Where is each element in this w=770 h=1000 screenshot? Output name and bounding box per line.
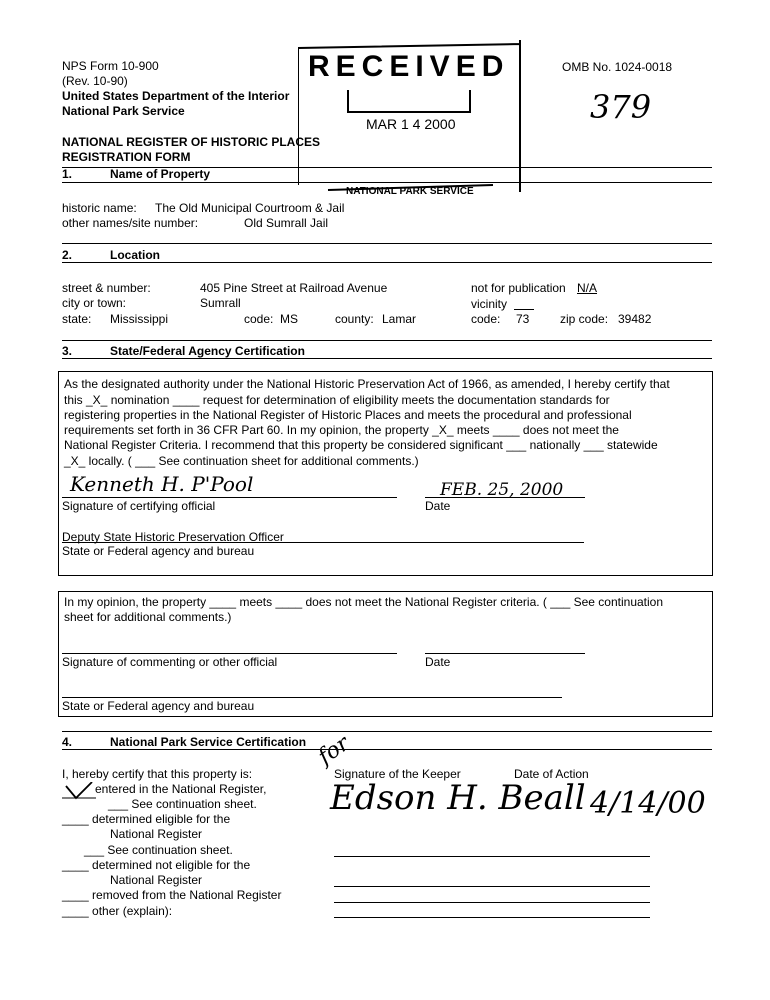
certifying-date-value: FEB. 25, 2000 (440, 480, 564, 500)
not-eligible-option-2: National Register (110, 873, 203, 887)
cert-line-4: requirements set forth in 36 CFR Part 60. In my opinion, the property _X_ meets ____ does not meet the (64, 423, 619, 437)
commenting-signature-label: Signature of commenting or other official (62, 655, 278, 669)
date-of-action-label: Date of Action (514, 767, 589, 781)
eligible-option-2: National Register (110, 827, 203, 841)
not-for-publication-value: N/A (577, 281, 598, 295)
section-1-number: 1. (62, 167, 73, 181)
stamp-service: NATIONAL PARK SERVICE (346, 186, 474, 197)
county-code-label: code: (471, 312, 501, 326)
form-title: NATIONAL REGISTER OF HISTORIC PLACES (62, 135, 321, 149)
date-of-action-value: 4/14/00 (590, 786, 706, 821)
zip-value: 39482 (618, 312, 652, 326)
state-value: Mississippi (110, 312, 169, 326)
keeper-signature-label: Signature of the Keeper (334, 767, 461, 781)
state-label: state: (62, 312, 92, 326)
county-code-value: 73 (516, 312, 530, 326)
stamp-date: MAR 1 4 2000 (366, 116, 456, 132)
certifying-signature-label: Signature of certifying official (62, 499, 216, 513)
stamp-word: RECEIVED (308, 50, 510, 83)
other-names-value: Old Sumrall Jail (244, 216, 329, 230)
other-option: ____ other (explain): (62, 904, 173, 918)
cert-line-5: National Register Criteria. I recommend that this property be considered significant ___ nationally ___ statewide (64, 438, 658, 452)
section-2-title: Location (110, 248, 160, 262)
city-label: city or town: (62, 296, 127, 310)
street-label: street & number: (62, 281, 151, 295)
omb-number: OMB No. 1024-0018 (562, 60, 673, 74)
opinion-line-1: In my opinion, the property ____ meets ____ does not meet the National Register criteria. ( ___ See continuation (64, 595, 664, 609)
not-for-publication-label: not for publication (471, 281, 566, 295)
state-code-label: code: (244, 312, 274, 326)
for-note: for (313, 731, 355, 770)
county-value: Lamar (382, 312, 417, 326)
county-label: county: (335, 312, 374, 326)
state-code-value: MS (280, 312, 298, 326)
street-value: 405 Pine Street at Railroad Avenue (200, 281, 388, 295)
section-2-number: 2. (62, 248, 73, 262)
keeper-signature: Edson H. Beall (330, 778, 586, 818)
historic-name-label: historic name: (62, 201, 137, 215)
historic-name-value: The Old Municipal Courtroom & Jail (155, 201, 345, 215)
cert-line-1: As the designated authority under the National Historic Preservation Act of 1966, as amended, I hereby certify that (64, 377, 670, 391)
commenting-agency-label: State or Federal agency and bureau (62, 699, 255, 713)
city-value: Sumrall (200, 296, 241, 310)
eligible-continuation: ___ See continuation sheet. (84, 843, 233, 857)
certifying-signature: Kenneth H. P'Pool (70, 472, 254, 496)
entered-option: entered in the National Register, (95, 782, 267, 796)
received-stamp (298, 40, 526, 198)
state-agency-label: State or Federal agency and bureau (62, 544, 255, 558)
cert-line-3: registering properties in the National Register of Historic Places and meets the procedural and professional (64, 408, 632, 422)
form-subtitle: REGISTRATION FORM (62, 150, 191, 164)
handwritten-number: 379 (590, 88, 652, 126)
section-3-number: 3. (62, 344, 73, 358)
form-revision: (Rev. 10-90) (62, 74, 128, 88)
section-3-title: State/Federal Agency Certification (110, 344, 305, 358)
opinion-line-2: sheet for additional comments.) (64, 610, 232, 624)
section-4-number: 4. (62, 735, 73, 749)
commenting-date-label: Date (425, 655, 451, 669)
section-4-title: National Park Service Certification (110, 735, 307, 749)
service-name: National Park Service (62, 104, 185, 118)
nps-intro: I, hereby certify that this property is: (62, 767, 253, 781)
checkmark (62, 782, 96, 803)
vicinity-label: vicinity (471, 297, 508, 311)
zip-label: zip code: (560, 312, 609, 326)
form-number: NPS Form 10-900 (62, 59, 159, 73)
removed-option: ____ removed from the National Register (62, 888, 282, 902)
eligible-option: ____ determined eligible for the (62, 812, 231, 826)
cert-line-2: this _X_ nomination ____ request for determination of eligibility meets the documentation standards for (64, 393, 610, 407)
cert-line-6: _X_ locally. ( ___ See continuation sheet for additional comments.) (64, 454, 419, 468)
official-title: Deputy State Historic Preservation Officer (62, 530, 284, 544)
entered-continuation: ___ See continuation sheet. (108, 797, 257, 811)
certifying-date-label: Date (425, 499, 451, 513)
other-names-label: other names/site number: (62, 216, 199, 230)
not-eligible-option: ____ determined not eligible for the (62, 858, 251, 872)
department-name: United States Department of the Interior (62, 89, 290, 103)
section-1-title: Name of Property (110, 167, 211, 181)
